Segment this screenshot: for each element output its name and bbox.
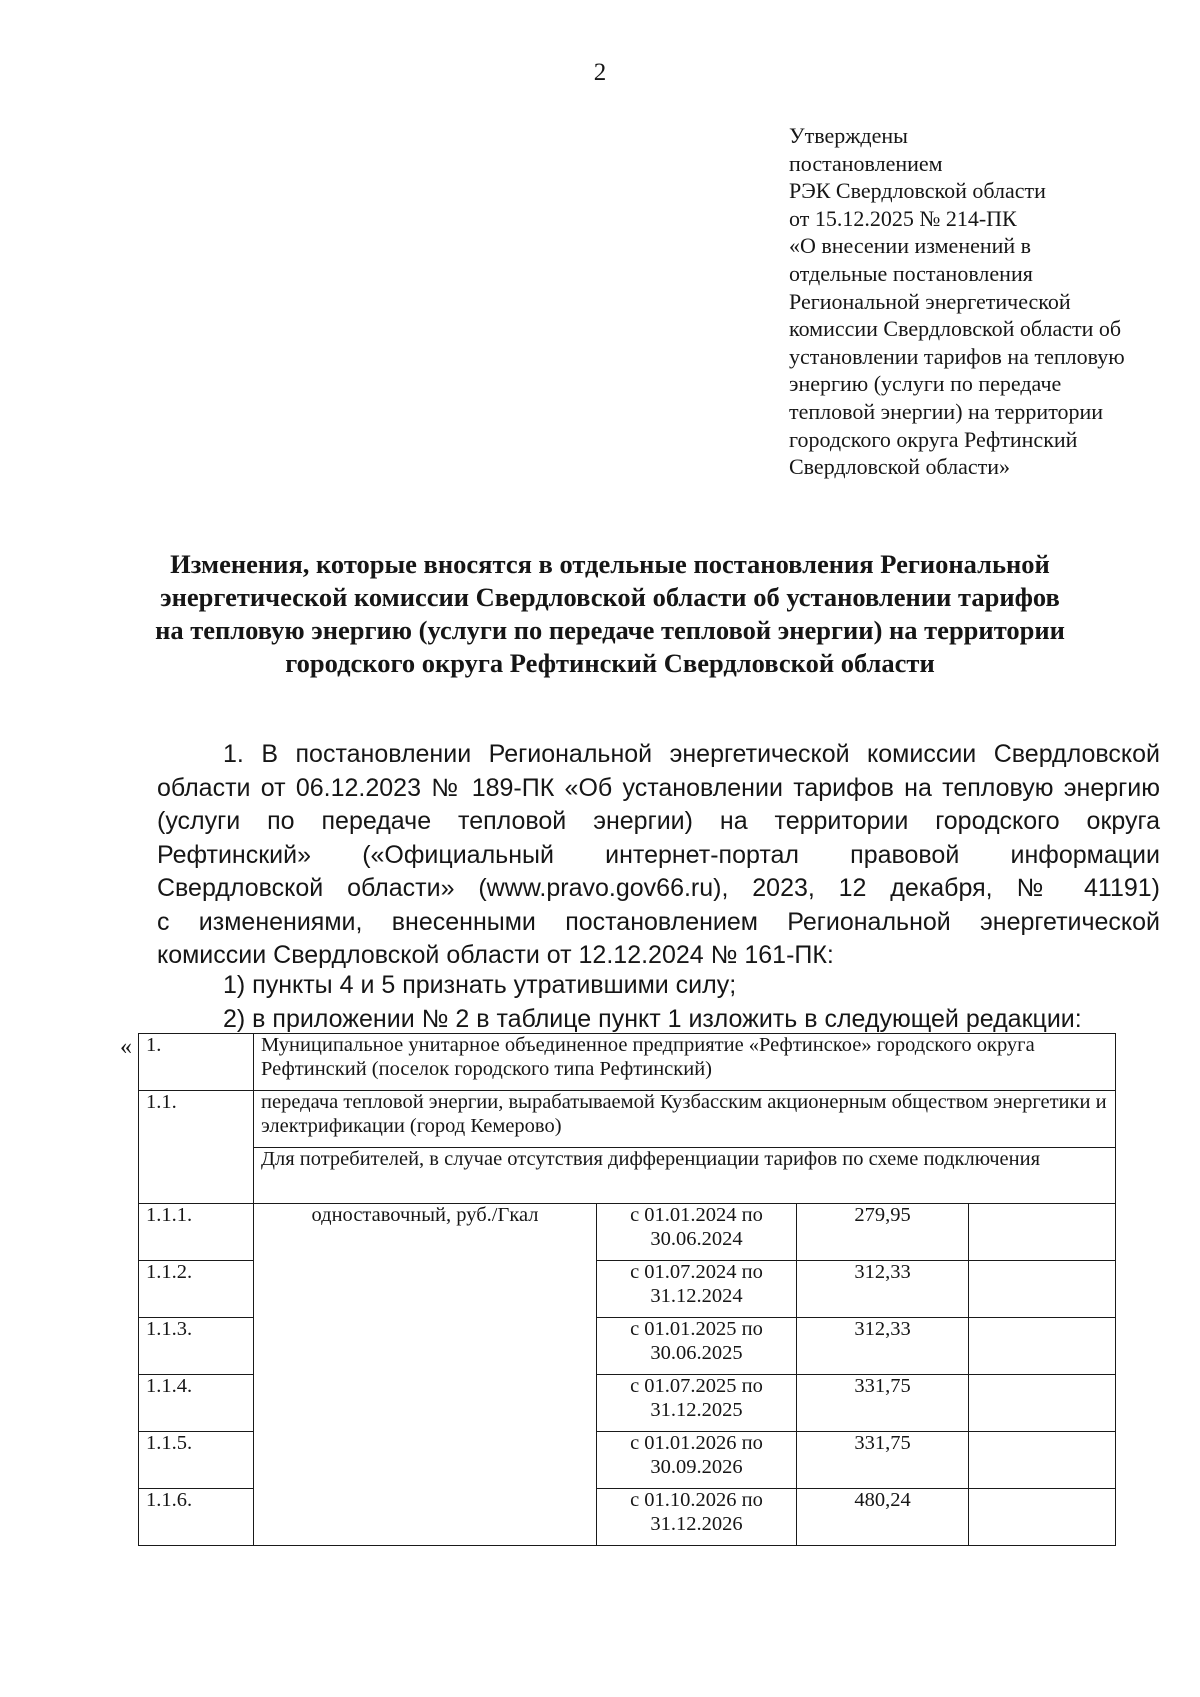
approval-line: отдельные постановления bbox=[789, 260, 1033, 286]
paragraph-line: Рефтинский» («Официальный интернет-портал правовой информации bbox=[157, 840, 1160, 869]
consumer-group: Для потребителей, в случае отсутствия дифференциации тарифов по схеме подключения bbox=[254, 1148, 1116, 1204]
period: с 01.01.2025 по 30.06.2025 bbox=[597, 1318, 797, 1375]
title-line: энергетической комиссии Свердловской области об установлении тарифов bbox=[160, 582, 1060, 612]
tariff-table bbox=[138, 1033, 1116, 1546]
rate-type: одноставочный, руб./Гкал bbox=[254, 1204, 597, 1546]
paragraph-line: 1. В постановлении Региональной энергетической комиссии Свердловской bbox=[223, 740, 1160, 768]
tariff-value: 480,24 bbox=[797, 1489, 969, 1546]
approval-line: Свердловской области» bbox=[789, 454, 1010, 480]
row-number: 1.1.3. bbox=[139, 1318, 254, 1375]
approval-line: энергию (услуги по передаче bbox=[789, 371, 1062, 397]
approval-line: городского округа Рефтинский bbox=[789, 426, 1078, 452]
row-number: 1.1.1. bbox=[139, 1204, 254, 1261]
empty-cell bbox=[969, 1489, 1116, 1546]
service-number: 1.1. bbox=[139, 1091, 254, 1204]
table-row bbox=[139, 1034, 1116, 1091]
document-title bbox=[140, 548, 1080, 680]
row-number: 1.1.2. bbox=[139, 1261, 254, 1318]
org-number: 1. bbox=[139, 1034, 254, 1091]
approval-line: установлении тарифов на тепловую bbox=[789, 343, 1125, 369]
period: с 01.01.2024 по 30.06.2024 bbox=[597, 1204, 797, 1261]
page-number: 2 bbox=[593, 59, 607, 86]
main-paragraph bbox=[157, 738, 1160, 973]
paragraph-line: области от 06.12.2023 № 189-ПК «Об установлении тарифов на тепловую энергию bbox=[157, 773, 1160, 802]
list-item-1: 1) пункты 4 и 5 признать утратившими силу; bbox=[223, 971, 737, 999]
period: с 01.01.2026 по 30.09.2026 bbox=[597, 1432, 797, 1489]
approval-line: РЭК Свердловской области bbox=[789, 178, 1046, 204]
paragraph-line: с изменениями, внесенными постановлением Региональной энергетической bbox=[157, 907, 1160, 936]
approval-line: Утверждены bbox=[789, 123, 908, 148]
table-row bbox=[139, 1204, 1116, 1261]
row-number: 1.1.6. bbox=[139, 1489, 254, 1546]
empty-cell bbox=[969, 1204, 1116, 1261]
table-row bbox=[139, 1148, 1116, 1204]
row-number: 1.1.5. bbox=[139, 1432, 254, 1489]
paragraph-line: комиссии Свердловской области от 12.12.2024 № 161-ПК: bbox=[157, 941, 834, 969]
open-quote: « bbox=[120, 1034, 132, 1060]
title-line: Изменения, которые вносятся в отдельные постановления Региональной bbox=[170, 549, 1050, 579]
tariff-value: 312,33 bbox=[797, 1261, 969, 1318]
title-line: на тепловую энергию (услуги по передаче тепловой энергии) на территории bbox=[155, 615, 1065, 645]
tariff-value: 279,95 bbox=[797, 1204, 969, 1261]
approval-line: Региональной энергетической bbox=[789, 288, 1071, 314]
title-line: городского округа Рефтинский Свердловской области bbox=[285, 648, 935, 678]
service-name: передача тепловой энергии, вырабатываемой Кузбасским акционерным обществом энергетики и электрификации (город Кемерово) bbox=[254, 1091, 1116, 1148]
tariff-value: 331,75 bbox=[797, 1432, 969, 1489]
empty-cell bbox=[969, 1432, 1116, 1489]
row-number: 1.1.4. bbox=[139, 1375, 254, 1432]
period: с 01.07.2025 по 31.12.2025 bbox=[597, 1375, 797, 1432]
approval-line: тепловой энергии) на территории bbox=[789, 398, 1104, 424]
empty-cell bbox=[969, 1375, 1116, 1432]
tariff-value: 312,33 bbox=[797, 1318, 969, 1375]
period: с 01.07.2024 по 31.12.2024 bbox=[597, 1261, 797, 1318]
table-row bbox=[139, 1091, 1116, 1148]
paragraph-line: Свердловской области» (www.pravo.gov66.ru), 2023, 12 декабря, № 41191) bbox=[157, 874, 1160, 902]
period: с 01.10.2026 по 31.12.2026 bbox=[597, 1489, 797, 1546]
org-name: Муниципальное унитарное объединенное предприятие «Рефтинское» городского округа Рефтинский (поселок городского типа Рефтинский) bbox=[254, 1034, 1116, 1091]
list-item-2: 2) в приложении № 2 в таблице пункт 1 изложить в следующей редакции: bbox=[223, 1005, 1082, 1033]
approval-stamp bbox=[789, 122, 1169, 481]
approval-line: комиссии Свердловской области об bbox=[789, 316, 1122, 342]
paragraph-line: (услуги по передаче тепловой энергии) на территории городского округа bbox=[157, 807, 1160, 835]
approval-line: постановлением bbox=[789, 150, 943, 176]
approval-line: от 15.12.2025 № 214-ПК bbox=[789, 205, 1017, 231]
empty-cell bbox=[969, 1261, 1116, 1318]
tariff-value: 331,75 bbox=[797, 1375, 969, 1432]
approval-line: «О внесении изменений в bbox=[789, 233, 1032, 259]
empty-cell bbox=[969, 1318, 1116, 1375]
